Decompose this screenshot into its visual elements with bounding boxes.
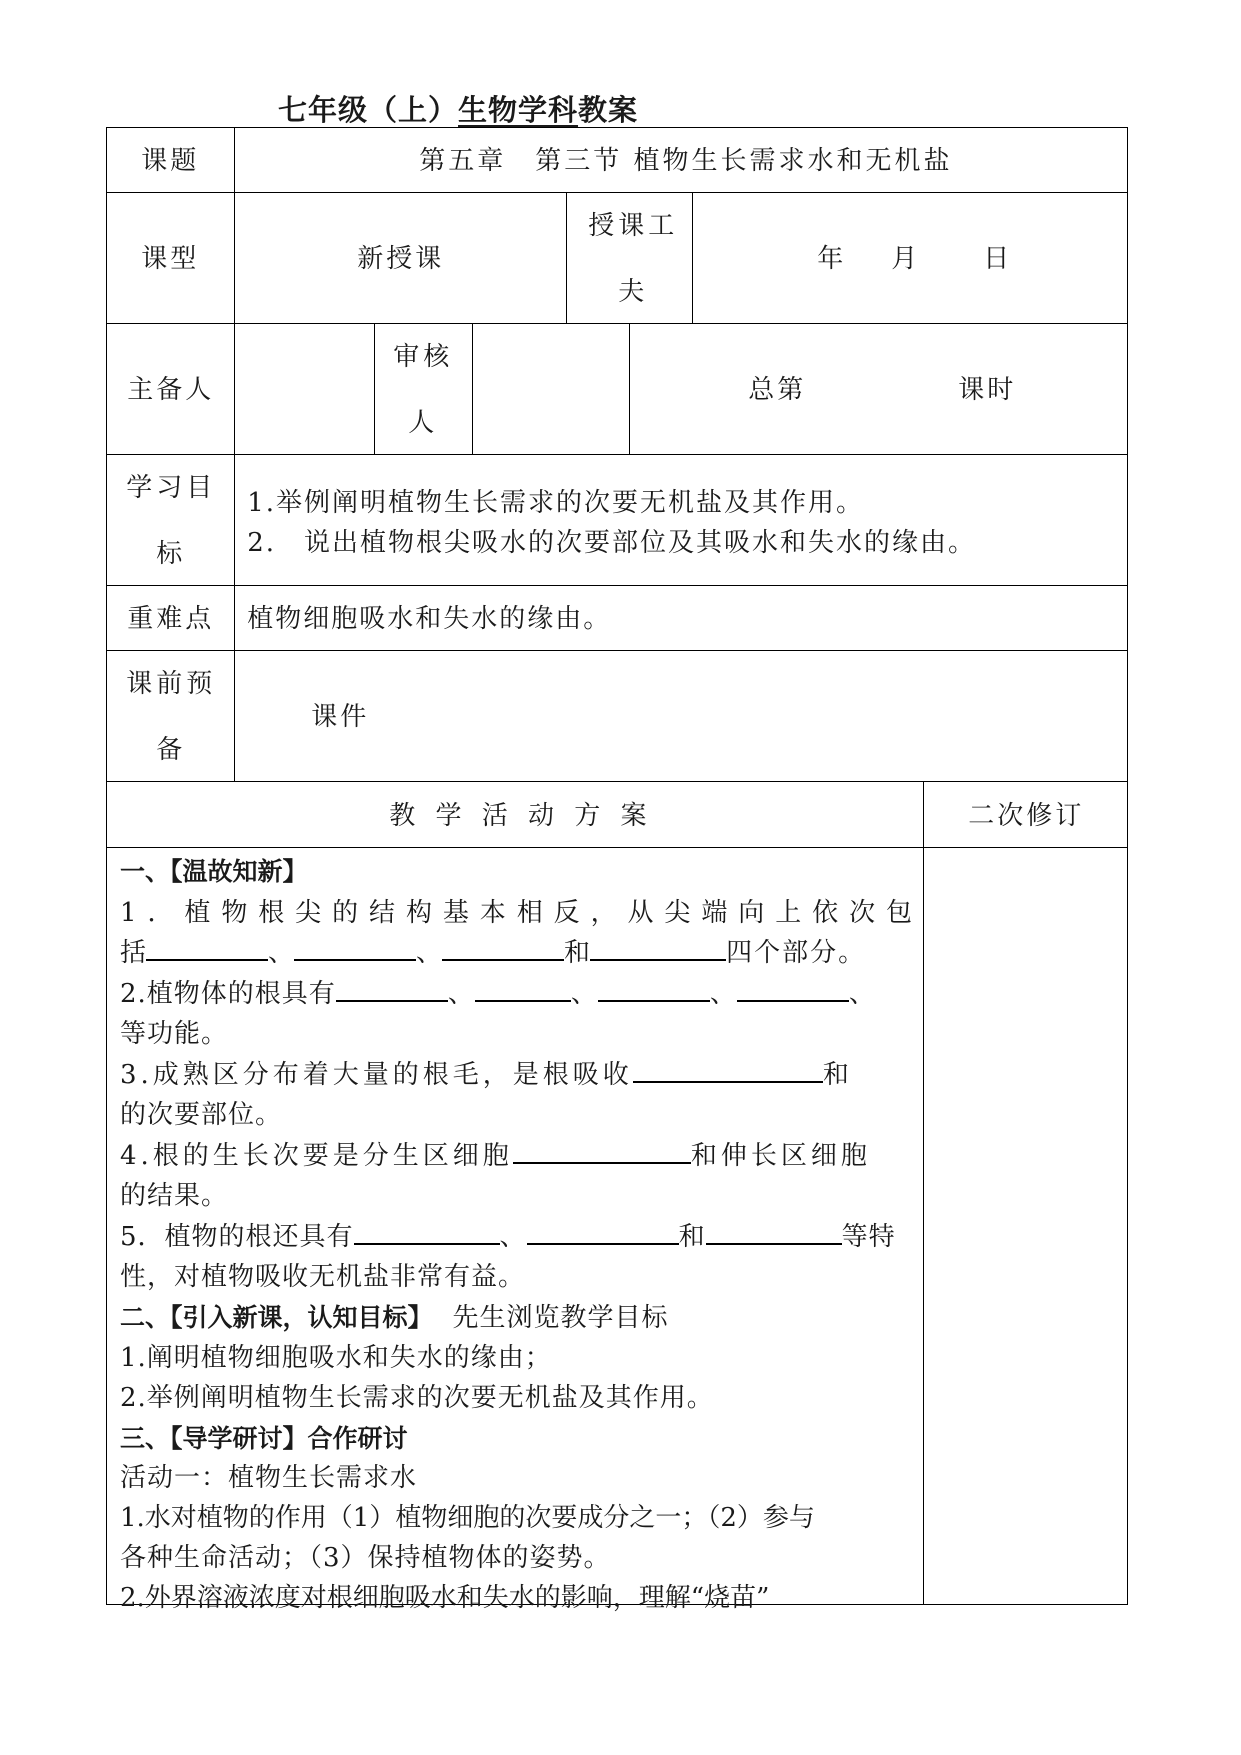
prep-label: 课前预备 <box>126 669 217 766</box>
goals-label-cell <box>106 454 235 586</box>
prep-value-cell <box>234 650 1128 782</box>
date-day: 日 <box>983 244 1013 275</box>
activity-header-cell <box>106 781 924 848</box>
title-subject: 生物学科 <box>458 93 579 127</box>
question-5-line-1: 5．植物的根还具有 、 和 等特 <box>120 1222 896 1252</box>
paragraph-2-line-1: 2.外界溶液浓度对根细胞吸水和失水的影响，理解“烧苗” <box>120 1583 770 1613</box>
activity-header: 教 学 活 动 方 案 <box>389 801 653 832</box>
total-label: 总第 <box>748 375 807 406</box>
question-2-line-2: 等功能。 <box>120 1019 229 1049</box>
document-title <box>278 88 638 129</box>
revision-header: 二次修订 <box>968 801 1085 832</box>
activity-1-title: 活动一：植物生长需求水 <box>120 1463 418 1493</box>
topic-value-cell <box>234 127 1128 193</box>
goal-1: 1.举例阐明植物生长需求的次要无机盐及其作用。 <box>247 488 865 519</box>
date-cell <box>692 192 1128 324</box>
title-doc-type: 教案 <box>578 93 639 127</box>
question-1-line-1: 1．植物根尖的结构基本相反，从尖端向上依次包 <box>120 898 912 928</box>
prep-label-cell <box>106 650 235 782</box>
section-2-heading-line <box>120 1298 920 1338</box>
question-2-line-1: 2.植物体的根具有 、 、 、 、 <box>120 979 876 1009</box>
question-4-line-1: 4.根的生长次要是分生区细胞 和伸长区细胞 <box>120 1141 871 1171</box>
section-2-heading: 二、【引入新课，认知目标】 <box>120 1303 433 1332</box>
time-label-cell <box>566 192 693 324</box>
question-5-line-2: 性，对植物吸收无机盐非常有益。 <box>120 1262 526 1292</box>
type-value: 新授课 <box>357 244 445 275</box>
fill-blank[interactable] <box>336 978 448 1002</box>
preparer-label: 主备人 <box>127 375 215 406</box>
section-2-note: 先生浏览教学目标 <box>452 1303 669 1333</box>
date-month: 月 <box>891 244 921 275</box>
title-grade: 七年级（上） <box>278 93 459 127</box>
fill-blank[interactable] <box>354 1221 500 1245</box>
reviewer-value-cell <box>472 323 630 455</box>
period-label: 课时 <box>958 375 1017 406</box>
topic-label-cell <box>106 127 235 193</box>
fill-blank[interactable] <box>598 978 710 1002</box>
paragraph-1-line-1: 1.水对植物的作用（1）植物细胞的次要成分之一；（2）参与 <box>120 1503 815 1533</box>
key-label: 重难点 <box>127 604 215 635</box>
preparer-label-cell <box>106 323 235 455</box>
type-label-cell <box>106 192 235 324</box>
fill-blank[interactable] <box>475 978 571 1002</box>
date-year: 年 <box>817 244 847 275</box>
fill-blank[interactable] <box>633 1059 823 1083</box>
section-2-item-1: 1.阐明植物细胞吸水和失水的缘由； <box>120 1343 552 1373</box>
period-cell <box>629 323 1128 455</box>
question-3-line-1: 3.成熟区分布着大量的根毛，是根吸收 和 <box>120 1060 853 1090</box>
question-3-line-2: 的次要部位。 <box>120 1100 283 1130</box>
goals-value-cell <box>234 454 1128 586</box>
revision-header-cell <box>923 781 1128 848</box>
key-value-cell <box>234 585 1128 651</box>
goals-label: 学习目标 <box>126 473 217 570</box>
topic-value: 第五章 第三节 植物生长需求水和无机盐 <box>419 146 953 177</box>
section-1-heading: 一、【温故知新】 <box>120 857 308 886</box>
time-label: 授课工夫 <box>588 211 679 308</box>
fill-blank[interactable] <box>706 1221 842 1245</box>
fill-blank[interactable] <box>737 978 849 1002</box>
type-label: 课型 <box>141 244 200 275</box>
section-2-item-2: 2.举例阐明植物生长需求的次要无机盐及其作用。 <box>120 1383 714 1413</box>
revision-content-cell <box>923 847 1128 1605</box>
topic-label: 课题 <box>141 146 200 177</box>
question-4-line-2: 的结果。 <box>120 1181 229 1211</box>
fill-blank[interactable] <box>513 1140 691 1164</box>
question-1-line-2: 括 、 、 和 四个部分。 <box>120 938 867 968</box>
reviewer-label-cell <box>374 323 473 455</box>
fill-blank[interactable] <box>590 937 726 961</box>
fill-blank[interactable] <box>442 937 564 961</box>
reviewer-label: 审核人 <box>393 342 454 439</box>
section-3-heading: 三、【导学研讨】合作研讨 <box>120 1424 408 1453</box>
goal-2: 2. 说出植物根尖吸水的次要部位及其吸水和失水的缘由。 <box>247 528 977 559</box>
fill-blank[interactable] <box>527 1221 679 1245</box>
key-label-cell <box>106 585 235 651</box>
prep-value: 课件 <box>311 702 370 733</box>
key-value: 植物细胞吸水和失水的缘由。 <box>247 604 612 635</box>
preparer-value-cell <box>234 323 375 455</box>
fill-blank[interactable] <box>294 937 416 961</box>
fill-blank[interactable] <box>146 937 268 961</box>
type-value-cell <box>234 192 567 324</box>
paragraph-1-line-2: 各种生命活动；（3）保持植物体的姿势。 <box>120 1543 611 1573</box>
